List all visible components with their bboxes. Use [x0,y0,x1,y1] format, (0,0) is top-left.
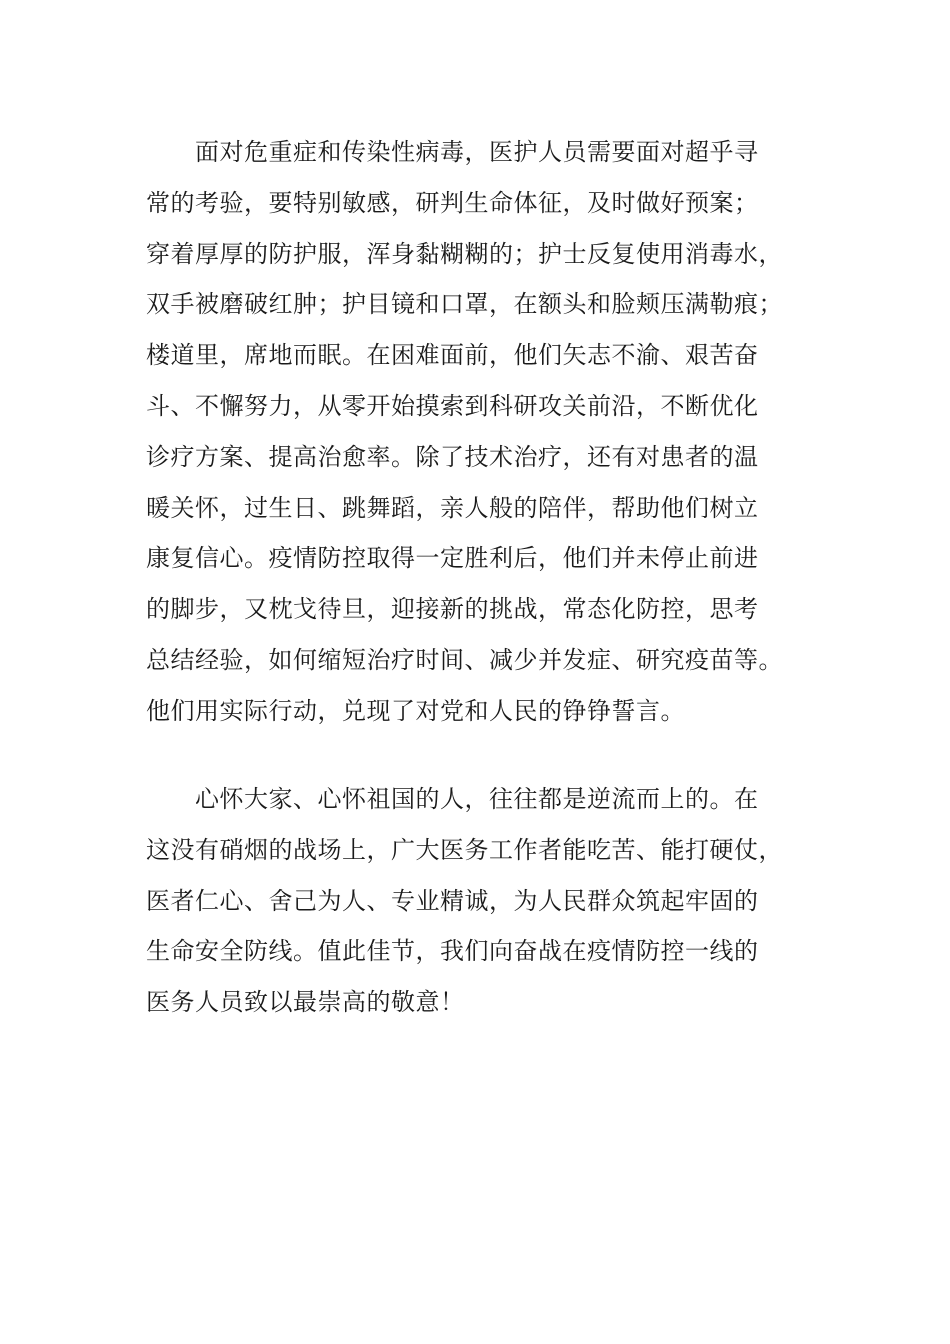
paragraph-line: 双手被磨破红肿；护目镜和口罩，在额头和脸颊压满勒痕； [146,290,783,319]
paragraph-line: 常的考验，要特别敏感，研判生命体征，及时做好预案； [146,188,759,217]
paragraph-line: 诊疗方案、提高治愈率。除了技术治疗，还有对患者的温 [146,442,759,471]
paragraph-2 [146,774,806,1028]
paragraph-line: 的脚步，又枕戈待旦，迎接新的挑战，常态化防控，思考 [146,595,759,624]
paragraph-line: 康复信心。疫情防控取得一定胜利后，他们并未停止前进 [146,544,759,573]
paragraph-line: 穿着厚厚的防护服，浑身黏糊糊的；护士反复使用消毒水， [146,239,783,268]
paragraph-line: 面对危重症和传染性病毒，医护人员需要面对超乎寻 [195,138,759,166]
paragraph-line: 斗、不懈努力，从零开始摸索到科研攻关前沿，不断优化 [146,391,759,420]
paragraph-line: 总结经验，如何缩短治疗时间、减少并发症、研究疫苗等。 [146,645,783,674]
paragraph-1 [146,127,806,737]
paragraph-line: 医者仁心、舍己为人、专业精诚，为人民群众筑起牢固的 [146,886,759,915]
paragraph-line: 他们用实际行动，兑现了对党和人民的铮铮誓言。 [146,696,685,725]
paragraph-line: 楼道里，席地而眠。在困难面前，他们矢志不渝、艰苦奋 [146,341,759,370]
paragraph-line: 这没有硝烟的战场上，广大医务工作者能吃苦、能打硬仗， [146,835,783,864]
paragraph-line: 心怀大家、心怀祖国的人，往往都是逆流而上的。在 [195,785,759,813]
paragraph-line: 暖关怀，过生日、跳舞蹈，亲人般的陪伴，帮助他们树立 [146,493,759,522]
paragraph-line: 生命安全防线。值此佳节，我们向奋战在疫情防控一线的 [146,937,759,966]
paragraph-line: 医务人员致以最崇高的敬意！ [146,988,465,1017]
